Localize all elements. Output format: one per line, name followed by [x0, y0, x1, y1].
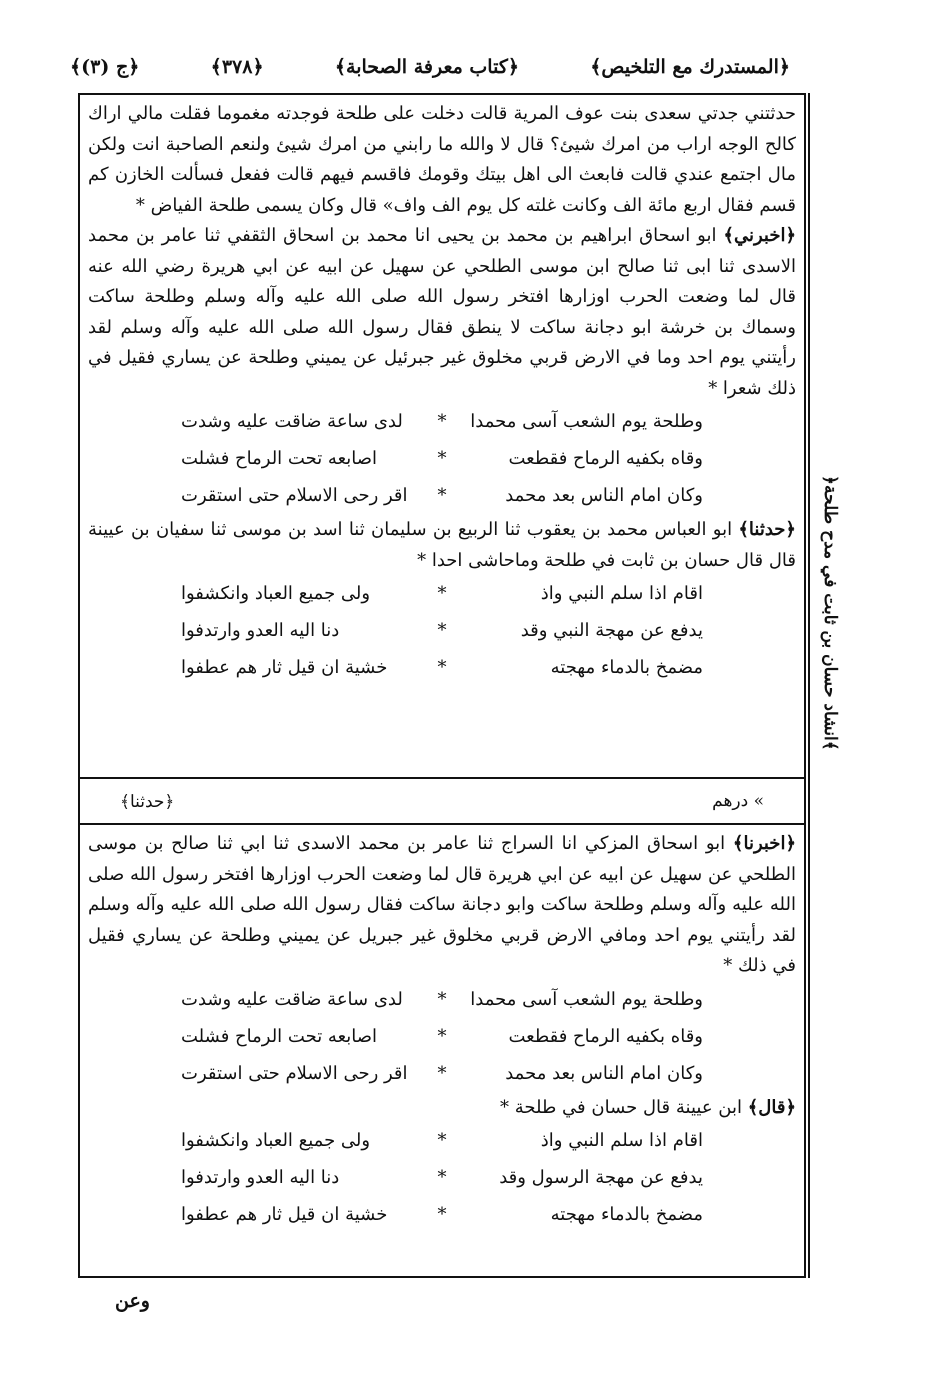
section-title: ﴿كتاب معرفة الصحابة﴾	[334, 56, 519, 78]
verse-hemistich-second: اصابعه تحت الرماح فشلت	[181, 1025, 378, 1047]
verse-separator: *	[437, 448, 447, 470]
verse-hemistich-first: وطلحة يوم الشعب آسى محمدا	[470, 988, 703, 1010]
paragraph-text: ابو العباس محمد بن يعقوب ثنا الربيع بن سليمان ثنا اسد بن موسى ثنا سفيان بن عيينة قال قال حسان بن ثابت في طلحة وماحاشى احدا *	[88, 519, 796, 571]
verse-line	[88, 1160, 796, 1197]
paragraph	[88, 221, 796, 404]
verse-hemistich-second: اصابعه تحت الرماح فشلت	[181, 448, 378, 470]
verse-line	[88, 404, 796, 441]
paragraph	[88, 515, 796, 576]
verse-hemistich-second: دنا اليه العدو وارتدفوا	[181, 620, 340, 642]
verse-hemistich-second: ولى جميع العباد وانكشفوا	[181, 583, 371, 605]
narration-marker: ﴿قال﴾	[747, 1096, 796, 1118]
verse-hemistich-first: اقام اذا سلم النبي واذ	[540, 1130, 703, 1152]
narration-marker: ﴿حدثنا﴾	[738, 519, 796, 540]
catchword: وعن	[115, 1290, 150, 1312]
verse-line	[88, 1197, 796, 1234]
middle-band	[80, 781, 804, 821]
upper-section	[80, 99, 804, 687]
verse-hemistich-second: لدى ساعة ضاقت عليه وشدت	[181, 411, 403, 433]
verse-separator: *	[437, 411, 447, 433]
margin-note: ﴿انشاد حسان بن ثابت في مدح طلحة﴾	[820, 475, 840, 751]
verse-separator: *	[437, 988, 447, 1010]
verse-line	[88, 576, 796, 613]
narration-marker: ﴿اخبرنا﴾	[732, 833, 796, 854]
verse-hemistich-second: خشية ان قيل ثار هم عطفوا	[181, 1204, 388, 1226]
divider	[80, 823, 804, 825]
verse-line	[88, 982, 796, 1019]
page-number: ﴿٣٧٨﴾	[210, 56, 264, 78]
lower-section	[80, 829, 804, 1234]
volume-number: ﴿ج (٣)﴾	[70, 56, 140, 78]
verse-hemistich-second: اقر رحى الاسلام حتى استقرت	[181, 1062, 408, 1084]
verse-hemistich-first: يدفع عن مهجة الرسول وقد	[499, 1167, 703, 1189]
verse-hemistich-first: مضمخ بالدماء مهجته	[550, 1204, 703, 1226]
verse-hemistich-first: مضمخ بالدماء مهجته	[550, 657, 703, 679]
verse-separator: *	[437, 1167, 447, 1189]
verse-hemistich-second: ولى جميع العباد وانكشفوا	[181, 1130, 371, 1152]
paragraph-text: ابو اسحاق المزكي انا السراج ثنا عامر بن محمد الاسدى ثنا ابي ثنا صالح بن موسى الطلحي عن سهيل عن ابيه عن ابي هريرة قال لما وضعت الحرب اوزارها افتخر رسول الله صلى الله عليه وآله وسلم وطلحة ساكت وابو دجانة ساكت فقال رسول الله صلى الله عليه وآله وسلم لقد رأيتني يوم احد ومافي الارض قربي مخلوق غير جبريل عن يميني وطلحة عن يساري فقيل في ذلك *	[88, 833, 796, 976]
verse-line	[88, 613, 796, 650]
paragraph	[88, 829, 796, 982]
verse-hemistich-first: يدفع عن مهجة النبي وقد	[520, 620, 703, 642]
margin-column	[808, 93, 846, 1278]
verse-separator: *	[437, 1062, 447, 1084]
verse-line	[88, 1056, 796, 1093]
verse-line	[88, 441, 796, 478]
verse-line	[88, 650, 796, 687]
verse-line	[88, 1123, 796, 1160]
verse-hemistich-first: اقام اذا سلم النبي واذ	[540, 583, 703, 605]
verse-separator: *	[437, 1130, 447, 1152]
verse-line	[88, 478, 796, 515]
paragraph-text: ابو اسحاق ابراهيم بن محمد بن يحيى انا محمد بن اسحاق الثقفي ثنا عامر بن محمد الاسدى ثنا ابى ثنا صالح ابن موسى الطلحي عن سهيل عن ابيه عن ابي هريرة رضي الله عنه قال لما وضعت الحرب اوزارها افتخر رسول الله صلى الله عليه وآله وسلم وطلحة ساكت وسماك بن خرشة ابو دجانة ساكت لا ينطق فقال رسول الله صلى الله عليه وآله وسلم لقد رأيتني يوم احد وما في الارض قربي مخلوق غير جبرئيل عن يميني وطلحة عن يساري فقيل في ذلك شعرا *	[88, 225, 796, 399]
verse-separator: *	[437, 657, 447, 679]
verse-hemistich-first: وقاه بكفيه الرماح فقطعت	[508, 448, 703, 470]
verse-separator: *	[437, 583, 447, 605]
paragraph	[88, 1093, 796, 1124]
verse-hemistich-second: خشية ان قيل ثار هم عطفوا	[181, 657, 388, 679]
verse-hemistich-first: وقاه بكفيه الرماح فقطعت	[508, 1025, 703, 1047]
verse-separator: *	[437, 620, 447, 642]
verse-hemistich-second: دنا اليه العدو وارتدفوا	[181, 1167, 340, 1189]
verse-hemistich-first: وكان امام الناس بعد محمد	[505, 485, 703, 507]
verse-hemistich-second: اقر رحى الاسلام حتى استقرت	[181, 485, 408, 507]
book-title: ﴿المستدرك مع التلخيص﴾	[590, 56, 790, 78]
verse-hemistich-first: وكان امام الناس بعد محمد	[505, 1062, 703, 1084]
verse-line	[88, 1019, 796, 1056]
verse-separator: *	[437, 485, 447, 507]
paragraph: حدثتني جدتي سعدى بنت عوف المرية قالت دخلت على طلحة فوجدته مغموما فقلت مالي اراك كالح الوجه اراب من امرك شيئ؟ قال لا والله ما رابني من امرك شيئ ولنعم الصاحبة انت ولكن مال اجتمع عندي قالت فابعث الى اهل بيتك وقومك فاقسم فيهم قالت ففعل فسألت الخازن كم قسم فقال اربع مائة الف وكانت غلته كل يوم الف واف» قال وكان يسمى طلحة الفياض *	[88, 103, 796, 216]
continuation-note: » درهم	[712, 791, 764, 811]
verse-separator: *	[437, 1204, 447, 1226]
narration-marker: ﴿اخبرني﴾	[723, 225, 796, 246]
verse-hemistich-first: وطلحة يوم الشعب آسى محمدا	[470, 411, 703, 433]
text-frame	[78, 93, 806, 1278]
section-marker: ﴿حدثنا﴾	[120, 791, 175, 812]
verse-separator: *	[437, 1025, 447, 1047]
paragraph-text: ابن عيينة قال حسان في طلحة *	[500, 1096, 742, 1118]
verse-hemistich-second: لدى ساعة ضاقت عليه وشدت	[181, 988, 403, 1010]
divider	[80, 777, 804, 779]
page-header	[70, 50, 790, 84]
